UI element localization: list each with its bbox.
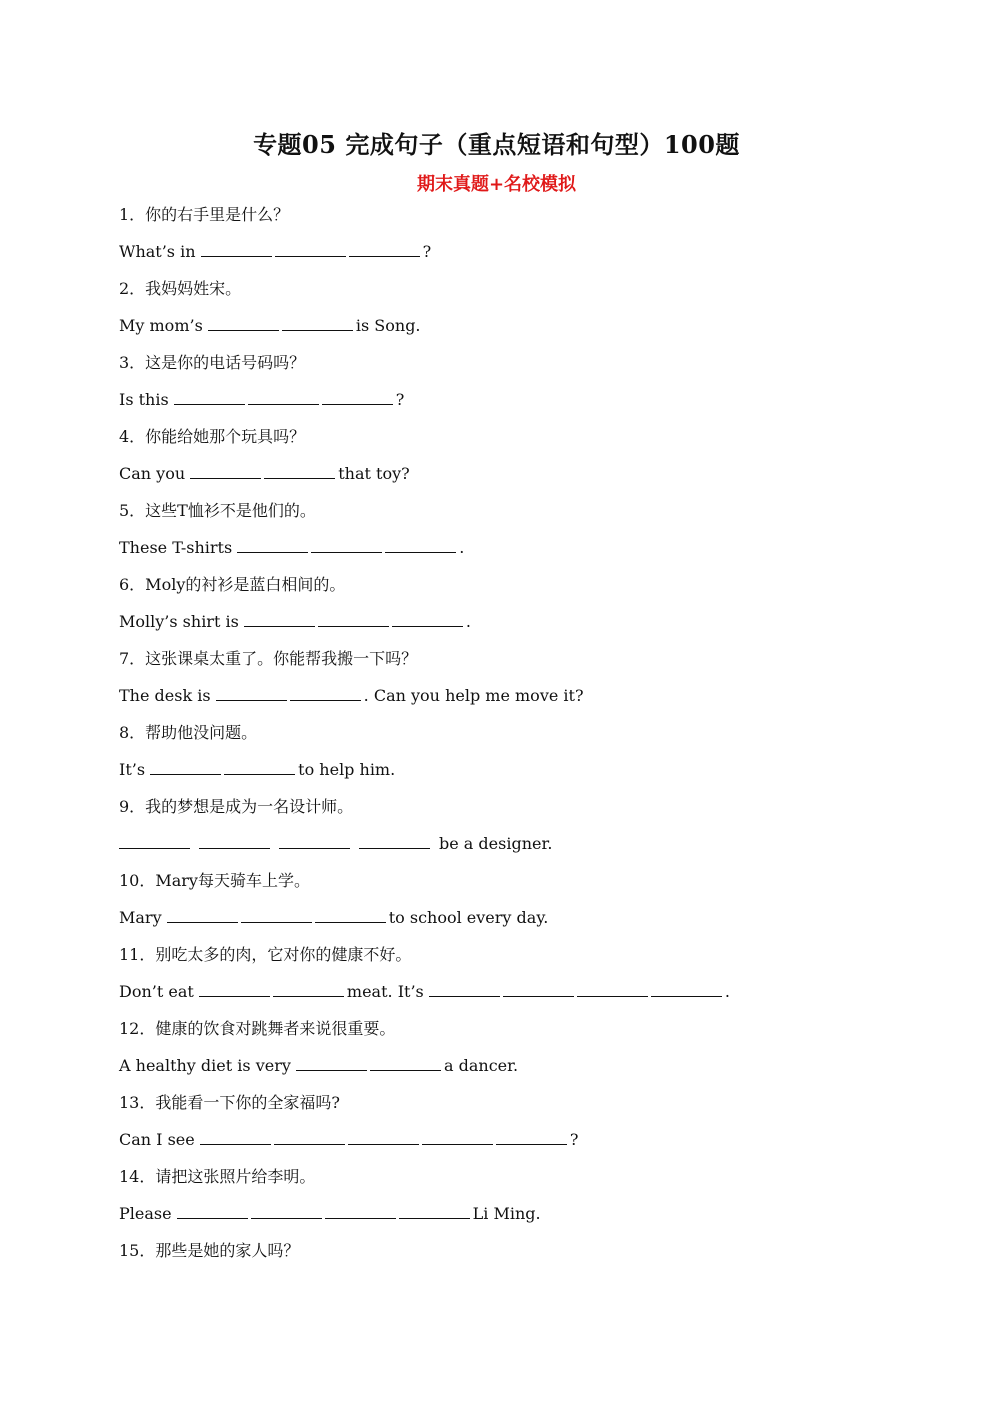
answer-blank[interactable] (119, 834, 190, 849)
answer-blank[interactable] (208, 316, 279, 331)
sentence-text: . (459, 538, 465, 557)
sentence-text: My mom’s (119, 316, 203, 335)
answer-blank[interactable] (279, 834, 350, 849)
question-list (119, 196, 879, 1269)
sentence-text: Please (119, 1204, 172, 1223)
sentence-text: to school every day. (388, 908, 549, 927)
sentence-text: Molly’s shirt is (119, 612, 239, 631)
answer-blank[interactable] (359, 834, 430, 849)
question-chinese: 9．我的梦想是成为一名设计师。 (119, 797, 354, 816)
answer-blank[interactable] (496, 1130, 567, 1145)
question-english (119, 529, 879, 566)
answer-blank[interactable] (503, 982, 574, 997)
question-chinese: 8．帮助他没问题。 (119, 723, 258, 742)
question-english (119, 1195, 879, 1232)
sentence-text: . (724, 982, 730, 1001)
question-chinese: 5．这些T恤衫不是他们的。 (119, 501, 316, 520)
question-english (119, 825, 879, 862)
answer-blank[interactable] (282, 316, 353, 331)
answer-blank[interactable] (273, 982, 344, 997)
answer-blank[interactable] (318, 612, 389, 627)
answer-blank[interactable] (422, 1130, 493, 1145)
answer-blank[interactable] (392, 612, 463, 627)
question-chinese: 3．这是你的电话号码吗？ (119, 353, 306, 372)
answer-blank[interactable] (237, 538, 308, 553)
answer-blank[interactable] (651, 982, 722, 997)
sentence-text: What’s in (119, 242, 196, 261)
question-chinese: 15．那些是她的家人吗？ (119, 1241, 300, 1260)
question-english (119, 307, 879, 344)
page-title: 专题05 完成句子（重点短语和句型）100题 (253, 130, 740, 159)
answer-blank[interactable] (325, 1204, 396, 1219)
answer-blank[interactable] (199, 982, 270, 997)
question-english (119, 233, 879, 270)
sentence-text: a dancer. (443, 1056, 519, 1075)
answer-blank[interactable] (174, 390, 245, 405)
sentence-text: meat. It’s (346, 982, 424, 1001)
sentence-text: ? (422, 242, 432, 261)
question-english (119, 899, 879, 936)
question-english (119, 381, 879, 418)
question-chinese: 11．别吃太多的肉，它对你的健康不好。 (119, 945, 412, 964)
question-english (119, 603, 879, 640)
sentence-text: Don’t eat (119, 982, 194, 1001)
sentence-text: Mary (119, 908, 162, 927)
sentence-text: . (465, 612, 471, 631)
sentence-text: ? (569, 1130, 579, 1149)
sentence-text: The desk is (119, 686, 211, 705)
answer-blank[interactable] (244, 612, 315, 627)
answer-blank[interactable] (251, 1204, 322, 1219)
question-english (119, 751, 879, 788)
question-english (119, 1121, 879, 1158)
answer-blank[interactable] (429, 982, 500, 997)
sentence-text: Can I see (119, 1130, 195, 1149)
answer-blank[interactable] (290, 686, 361, 701)
sentence-text: A healthy diet is very (119, 1056, 291, 1075)
answer-blank[interactable] (201, 242, 272, 257)
answer-blank[interactable] (167, 908, 238, 923)
question-chinese: 6．Moly的衬衫是蓝白相间的。 (119, 575, 346, 594)
answer-blank[interactable] (399, 1204, 470, 1219)
sentence-text: It’s (119, 760, 146, 779)
sentence-text: be a designer. (439, 834, 553, 853)
sentence-text: . Can you help me move it? (363, 686, 584, 705)
answer-blank[interactable] (177, 1204, 248, 1219)
sentence-text: Can you (119, 464, 186, 483)
question-chinese: 14．请把这张照片给李明。 (119, 1167, 316, 1186)
question-chinese: 13．我能看一下你的全家福吗? (119, 1093, 340, 1112)
answer-blank[interactable] (349, 242, 420, 257)
answer-blank[interactable] (264, 464, 335, 479)
answer-blank[interactable] (241, 908, 312, 923)
answer-blank[interactable] (274, 1130, 345, 1145)
question-chinese: 2．我妈妈姓宋。 (119, 279, 242, 298)
answer-blank[interactable] (150, 760, 221, 775)
question-chinese: 12．健康的饮食对跳舞者来说很重要。 (119, 1019, 396, 1038)
answer-blank[interactable] (370, 1056, 441, 1071)
answer-blank[interactable] (224, 760, 295, 775)
question-english (119, 1047, 879, 1084)
answer-blank[interactable] (577, 982, 648, 997)
answer-blank[interactable] (199, 834, 270, 849)
page-subtitle: 期末真题+名校模拟 (416, 174, 577, 195)
question-english (119, 677, 879, 714)
question-chinese: 1．你的右手里是什么？ (119, 205, 290, 224)
answer-blank[interactable] (315, 908, 386, 923)
answer-blank[interactable] (275, 242, 346, 257)
sentence-text: ? (395, 390, 405, 409)
answer-blank[interactable] (190, 464, 261, 479)
answer-blank[interactable] (200, 1130, 271, 1145)
answer-blank[interactable] (216, 686, 287, 701)
answer-blank[interactable] (322, 390, 393, 405)
sentence-text: These T-shirts (119, 538, 233, 557)
question-chinese: 7．这张课桌太重了。你能帮我搬一下吗？ (119, 649, 418, 668)
question-chinese: 10．Mary每天骑车上学。 (119, 871, 310, 890)
question-english (119, 973, 879, 1010)
sentence-text: that toy? (338, 464, 410, 483)
answer-blank[interactable] (385, 538, 456, 553)
question-chinese: 4．你能给她那个玩具吗？ (119, 427, 306, 446)
answer-blank[interactable] (248, 390, 319, 405)
sentence-text: Li Ming. (472, 1204, 541, 1223)
sentence-text: is Song. (355, 316, 421, 335)
question-english (119, 455, 879, 492)
sentence-text: to help him. (298, 760, 396, 779)
answer-blank[interactable] (296, 1056, 367, 1071)
answer-blank[interactable] (311, 538, 382, 553)
answer-blank[interactable] (348, 1130, 419, 1145)
sentence-text: Is this (119, 390, 169, 409)
